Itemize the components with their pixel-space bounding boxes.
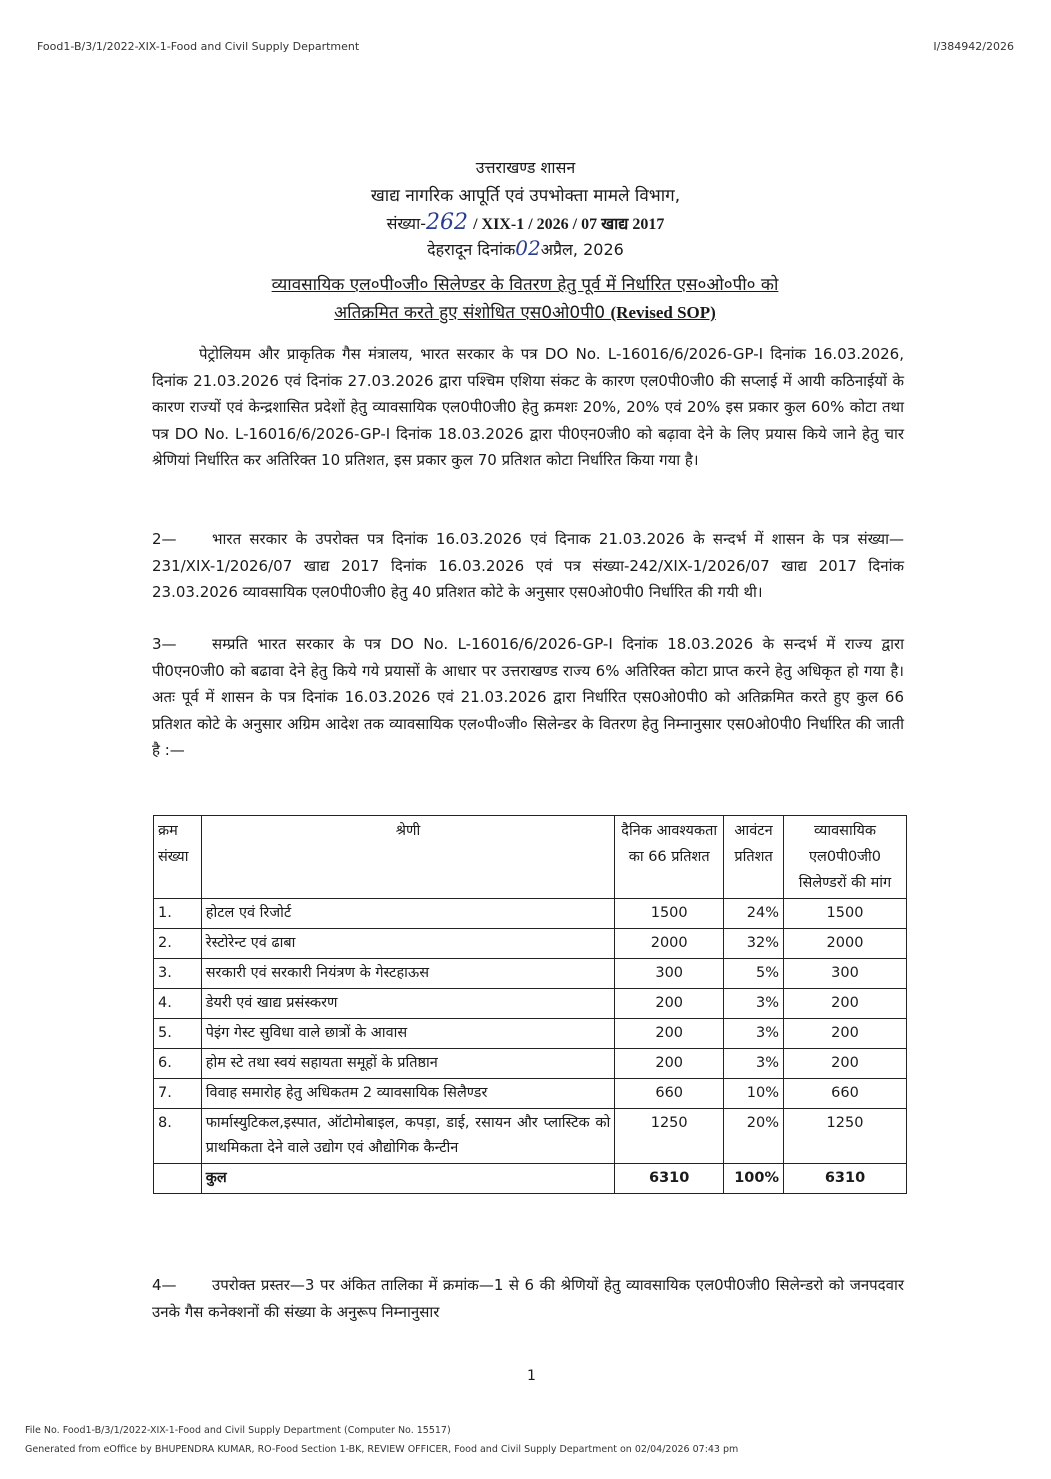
paragraph-2: [152, 526, 904, 606]
date-suffix: अप्रैल, 2026: [540, 240, 624, 259]
row-serial: 3.: [154, 959, 202, 989]
date-prefix: देहरादून दिनांक: [427, 240, 516, 259]
row-daily-requirement: 200: [615, 989, 724, 1019]
reference-prefix: संख्या-: [386, 214, 426, 233]
paragraph-4-number: 4—: [152, 1276, 177, 1294]
reference-suffix: / XIX-1 / 2026 / 07 खाद्य 2017: [473, 216, 665, 233]
government-name: उत्तराखण्ड शासन: [475, 158, 576, 177]
row-demand: 1250: [784, 1109, 907, 1164]
table-row: [154, 1109, 907, 1164]
total-label: कुल: [201, 1164, 615, 1194]
row-demand: 200: [784, 1019, 907, 1049]
row-allocation-percent: 20%: [724, 1109, 784, 1164]
row-allocation-percent: 32%: [724, 929, 784, 959]
row-category: पेइंग गेस्ट सुविधा वाले छात्रों के आवास: [201, 1019, 615, 1049]
row-daily-requirement: 300: [615, 959, 724, 989]
table-header-row: [154, 816, 907, 899]
total-daily-requirement: 6310: [615, 1164, 724, 1194]
row-demand: 200: [784, 989, 907, 1019]
department-name: खाद्य नागरिक आपूर्ति एवं उपभोक्ता मामले विभाग,: [370, 186, 681, 206]
table-total-row: [154, 1164, 907, 1194]
page-number: 1: [527, 1368, 536, 1384]
row-allocation-percent: 10%: [724, 1079, 784, 1109]
row-allocation-percent: 24%: [724, 899, 784, 929]
quota-allocation-table: [153, 815, 907, 1194]
row-category: होटल एवं रिजोर्ट: [201, 899, 615, 929]
table-row: [154, 929, 907, 959]
row-daily-requirement: 1250: [615, 1109, 724, 1164]
row-demand: 2000: [784, 929, 907, 959]
total-allocation-percent: 100%: [724, 1164, 784, 1194]
row-category: विवाह समारोह हेतु अधिकतम 2 व्यावसायिक सिलैण्डर: [201, 1079, 615, 1109]
subject-revised-sop: (Revised SOP): [610, 303, 716, 322]
handwritten-date-day: 02: [515, 236, 541, 260]
row-allocation-percent: 5%: [724, 959, 784, 989]
table-row: [154, 1019, 907, 1049]
row-serial: 6.: [154, 1049, 202, 1079]
row-category: सरकारी एवं सरकारी नियंत्रण के गेस्टहाऊस: [201, 959, 615, 989]
handwritten-ref-number: 262: [425, 210, 468, 235]
row-demand: 1500: [784, 899, 907, 929]
row-demand: 200: [784, 1049, 907, 1079]
paragraph-2-text: भारत सरकार के उपरोक्त पत्र दिनांक 16.03.2026 एवं दिनाक 21.03.2026 के सन्दर्भ में शासन के पत्र संख्या—231/XIX-1/2026/07 खाद्य 2017 दिनांक 16.03.2026 एवं पत्र संख्या-242/XIX-1/2026/07 खाद्य 2017 दिनांक 23.03.2026 व्यावसायिक एल0पी0जी0 हेतु 40 प्रतिशत कोटे के अनुसार एस0ओ0पी0 निर्धारित की गयी थी।: [152, 530, 904, 601]
row-category: डेयरी एवं खाद्य प्रसंस्करण: [201, 989, 615, 1019]
paragraph-3-text: सम्प्रति भारत सरकार के पत्र DO No. L-16016/6/2026-GP-I दिनांक 18.03.2026 के सन्दर्भ में राज्य द्वारा पी0एन0जी0 को बढावा देने हेतु किये गये प्रयासों के आधार पर उत्तराखण्ड राज्य 6% अतिरिक्त कोटा प्राप्त करने हेतु अधिकृत हो गया है। अतः पूर्व में शासन के पत्र दिनांक 16.03.2026 एवं 21.03.2026 द्वारा निर्धारित एस0ओ0पी0 को अतिक्रमित करते हुए कुल 66 प्रतिशत कोटे के अनुसार अग्रिम आदेश तक व्यावसायिक एल०पी०जी० सिलेन्डर के वितरण हेतु निम्नानुसार एस0ओ0पी0 निर्धारित की जाती है :—: [152, 635, 904, 759]
footer-generated-info: Generated from eOffice by BHUPENDRA KUMAR, RO-Food Section 1-BK, REVIEW OFFICER, Food and Civil Supply Department on 02/04/2026 07:43 pm: [25, 1444, 739, 1455]
total-serial: [154, 1164, 202, 1194]
subject-line-2: अतिक्रमित करते हुए संशोधित एस0ओ0पी0 (Revised SOP): [334, 303, 716, 323]
table-row: [154, 899, 907, 929]
row-serial: 2.: [154, 929, 202, 959]
header-daily-requirement: दैनिक आवश्यकता का 66 प्रतिशत: [615, 816, 724, 899]
row-category: रेस्टोरेन्ट एवं ढाबा: [201, 929, 615, 959]
subject-heading: [150, 272, 900, 327]
subject-line-1: व्यावसायिक एल०पी०जी० सिलेण्डर के वितरण हेतु पूर्व में निर्धारित एस०ओ०पी० को: [271, 275, 779, 295]
issue-date: [0, 236, 1051, 260]
row-allocation-percent: 3%: [724, 989, 784, 1019]
row-demand: 300: [784, 959, 907, 989]
row-category: होम स्टे तथा स्वयं सहायता समूहों के प्रतिष्ठान: [201, 1049, 615, 1079]
header-cylinder-demand: व्यावसायिक एल0पी0जी0 सिलेण्डरों की मांग: [784, 816, 907, 899]
row-serial: 7.: [154, 1079, 202, 1109]
row-daily-requirement: 660: [615, 1079, 724, 1109]
row-category: फार्मास्युटिकल,इस्पात, ऑटोमोबाइल, कपड़ा, डाई, रसायन और प्लास्टिक को प्राथमिकता देने वाले उद्योग एवं औद्योगिक कैन्टीन: [201, 1109, 615, 1164]
paragraph-4: [152, 1272, 904, 1325]
table-row: [154, 1049, 907, 1079]
total-demand: 6310: [784, 1164, 907, 1194]
row-allocation-percent: 3%: [724, 1049, 784, 1079]
paragraph-3: [152, 631, 904, 764]
row-daily-requirement: 2000: [615, 929, 724, 959]
paragraph-3-number: 3—: [152, 635, 177, 653]
header-receipt-number: I/384942/2026: [933, 40, 1014, 53]
reference-number: [0, 210, 1051, 235]
table-row: [154, 959, 907, 989]
row-daily-requirement: 200: [615, 1049, 724, 1079]
row-serial: 8.: [154, 1109, 202, 1164]
row-demand: 660: [784, 1079, 907, 1109]
footer-file-number: File No. Food1-B/3/1/2022-XIX-1-Food and Civil Supply Department (Computer No. 15517): [25, 1425, 451, 1436]
row-serial: 4.: [154, 989, 202, 1019]
header-serial-number: क्रम संख्या: [154, 816, 202, 899]
header-allocation-percent: आवंटन प्रतिशत: [724, 816, 784, 899]
table-row: [154, 989, 907, 1019]
row-daily-requirement: 1500: [615, 899, 724, 929]
table-row: [154, 1079, 907, 1109]
paragraph-1: पेट्रोलियम और प्राकृतिक गैस मंत्रालय, भारत सरकार के पत्र DO No. L-16016/6/2026-GP-I दिनांक 16.03.2026, दिनांक 21.03.2026 एवं दिनांक 27.03.2026 द्वारा पश्चिम एशिया संकट के कारण एल0पी0जी0 की सप्लाई में आयी कठिनाईयों के कारण राज्यों एवं केन्द्रशासित प्रदेशों हेतु व्यावसायिक एल0पी0जी0 हेतु क्रमशः 20%, 20% एवं 20% इस प्रकार कुल 60% कोटा तथा पत्र DO No. L-16016/6/2026-GP-I दिनांक 18.03.2026 द्वारा पी0एन0जी0 को बढ़ावा देने के लिए प्रयास किये जाने हेतु चार श्रेणियां निर्धारित कर अतिरिक्त 10 प्रतिशत, इस प्रकार कुल 70 प्रतिशत कोटा निर्धारित किया गया है।: [152, 345, 904, 469]
paragraph-2-number: 2—: [152, 530, 177, 548]
row-serial: 1.: [154, 899, 202, 929]
header-category: श्रेणी: [201, 816, 615, 899]
row-allocation-percent: 3%: [724, 1019, 784, 1049]
header-file-reference: Food1-B/3/1/2022-XIX-1-Food and Civil Supply Department: [37, 40, 360, 53]
paragraph-4-text: उपरोक्त प्रस्तर—3 पर अंकित तालिका में क्रमांक—1 से 6 की श्रेणियों हेतु व्यावसायिक एल0पी0जी0 सिलेन्डरो को जनपदवार उनके गैस कनेक्शनों की संख्या के अनुरूप निम्नानुसार: [152, 1276, 904, 1321]
row-daily-requirement: 200: [615, 1019, 724, 1049]
row-serial: 5.: [154, 1019, 202, 1049]
